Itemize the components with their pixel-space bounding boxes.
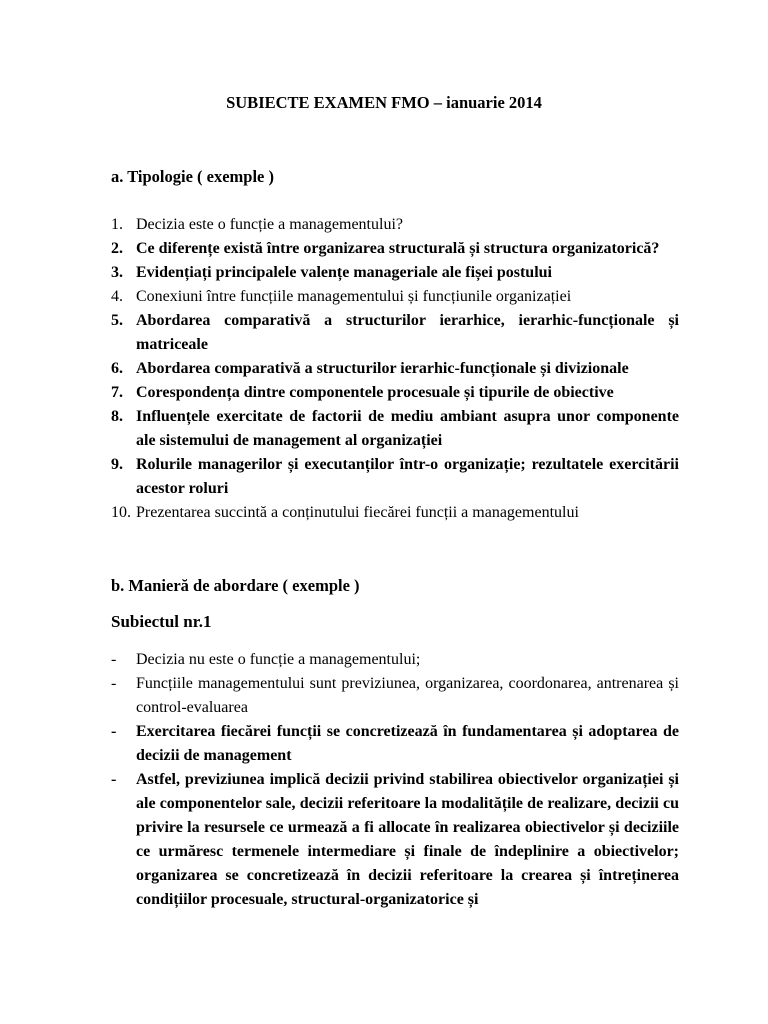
section-b-heading: b. Manieră de abordare ( exemple ) [111, 576, 360, 595]
document-title: SUBIECTE EXAMEN FMO – ianuarie 2014 [226, 93, 542, 112]
list-item-number: 1. [111, 216, 123, 233]
section-b-list [111, 648, 679, 912]
list-item [111, 648, 679, 672]
list-item [111, 381, 679, 405]
bullet-dash: - [111, 675, 117, 692]
bullet-dash: - [111, 771, 117, 788]
section-a-list [111, 213, 679, 525]
list-item [111, 672, 679, 720]
list-item-text: Evidențiați principalele valențe manageriale ale fișei postului [136, 264, 552, 281]
list-item-text: Conexiuni între funcțiile managementului și funcțiunile organizației [136, 288, 572, 305]
subject-heading: Subiectul nr.1 [111, 612, 212, 631]
list-item [111, 405, 679, 453]
section-a-heading: a. Tipologie ( exemple ) [111, 167, 275, 186]
list-item-text: Astfel, previziunea implică decizii privind stabilirea obiectivelor organizației și ale componentelor sale, decizii referitoare la modalitățile de realizare, decizii cu privire la resursele ce urmează a fi allocate în realizarea obiectivelor și deciziile ce urmăresc termenele intermediare și finale de îndeplinire a obiectivelor; organizarea se concretizează în decizii referitoare la crearea și întreținerea condițiilor procesuale, structural-organizatorice și [136, 771, 679, 908]
bullet-dash: - [111, 651, 117, 668]
list-item-number: 8. [111, 408, 123, 425]
list-item [111, 501, 679, 525]
list-item-text: Decizia este o funcție a managementului? [136, 216, 403, 233]
bullet-dash: - [111, 723, 117, 740]
list-item [111, 357, 679, 381]
list-item-text: Funcțiile managementului sunt previziunea, organizarea, coordonarea, antrenarea și control-evaluarea [136, 675, 679, 716]
list-item [111, 237, 679, 261]
list-item [111, 309, 679, 357]
list-item [111, 261, 679, 285]
list-item-text: Abordarea comparativă a structurilor ierarhic-funcționale și divizionale [136, 360, 629, 377]
list-item-text: Exercitarea fiecărei funcții se concretizează în fundamentarea și adoptarea de decizii de management [136, 723, 679, 764]
list-item-number: 7. [111, 384, 123, 401]
list-item-text: Ce diferențe există între organizarea structurală și structura organizatorică? [136, 240, 660, 257]
list-item-text: Abordarea comparativă a structurilor ierarhice, ierarhic-funcționale și matriceale [136, 312, 679, 353]
list-item-number: 4. [111, 288, 123, 305]
list-item-text: Decizia nu este o funcție a managementului; [136, 651, 421, 668]
list-item [111, 453, 679, 501]
list-item-number: 10. [111, 504, 131, 521]
list-item-text: Rolurile managerilor și executanților într-o organizație; rezultatele exercitării acestor roluri [136, 456, 679, 497]
list-item-number: 2. [111, 240, 123, 257]
list-item-text: Prezentarea succintă a conținutului fiecărei funcții a managementului [136, 504, 579, 521]
list-item [111, 768, 679, 912]
list-item-number: 3. [111, 264, 123, 281]
list-item-text: Corespondența dintre componentele procesuale și tipurile de obiective [136, 384, 614, 401]
list-item [111, 720, 679, 768]
list-item-number: 6. [111, 360, 123, 377]
list-item [111, 285, 679, 309]
list-item-number: 9. [111, 456, 123, 473]
list-item [111, 213, 679, 237]
list-item-number: 5. [111, 312, 123, 329]
list-item-text: Influențele exercitate de factorii de mediu ambiant asupra unor componente ale sistemului de management al organizației [136, 408, 679, 449]
